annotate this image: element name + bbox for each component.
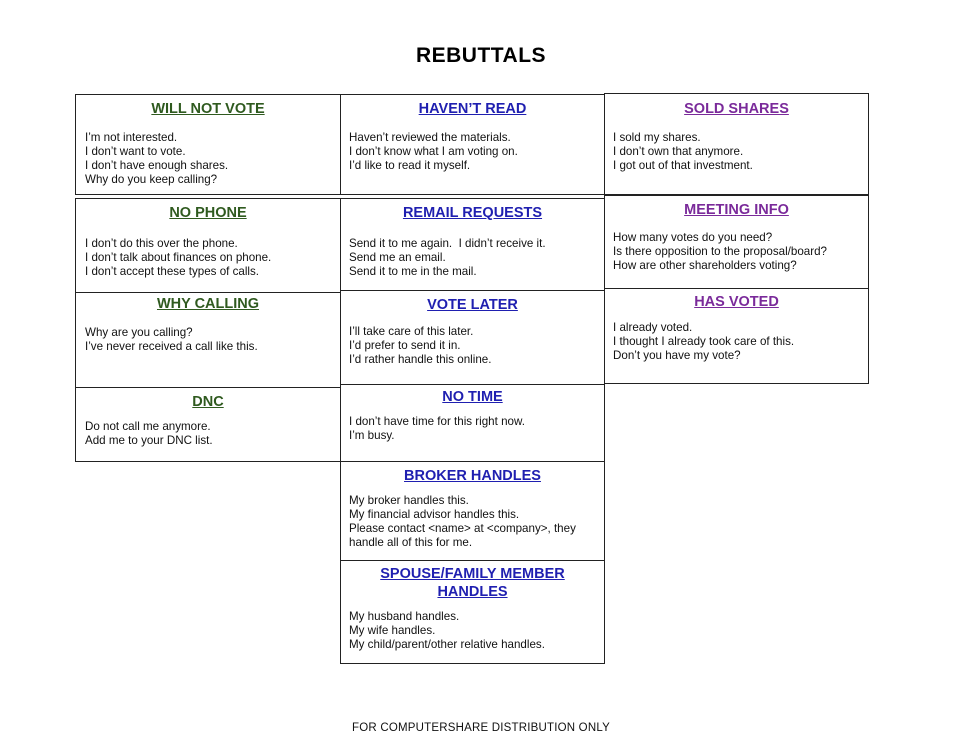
- box-line: I’ll take care of this later.: [349, 325, 474, 338]
- box-line: I’d prefer to send it in.: [349, 339, 461, 352]
- box-heading: MEETING INFO: [684, 202, 789, 218]
- box-line: I don’t want to vote.: [85, 145, 186, 158]
- box-heading: BROKER HANDLES: [404, 468, 541, 484]
- box-line: I don’t talk about finances on phone.: [85, 251, 272, 264]
- box-heading: NO TIME: [442, 389, 503, 405]
- box-line: Don’t you have my vote?: [613, 349, 741, 362]
- box-line: My broker handles this.: [349, 494, 469, 507]
- rebuttal-box-has-voted: [604, 288, 869, 384]
- box-heading: SOLD SHARES: [684, 101, 789, 117]
- box-line: I don’t have time for this right now.: [349, 415, 525, 428]
- box-heading: REMAIL REQUESTS: [402, 205, 543, 221]
- rebuttal-box-will-not-vote: [75, 94, 341, 195]
- page-title: REBUTTALS: [415, 44, 547, 67]
- box-line: Haven’t reviewed the materials.: [349, 131, 511, 144]
- box-line: I don’t own that anymore.: [613, 145, 744, 158]
- rebuttal-box-dnc: [75, 387, 341, 462]
- box-line: Is there opposition to the proposal/board?: [613, 245, 827, 258]
- box-line: Send me an email.: [349, 251, 446, 264]
- box-line: I’m busy.: [349, 429, 395, 442]
- rebuttal-box-vote-later: [340, 290, 605, 385]
- box-heading: WILL NOT VOTE: [151, 101, 265, 117]
- rebuttal-box-spouse-handles: [340, 560, 605, 664]
- box-line: I sold my shares.: [613, 131, 701, 144]
- box-heading: SPOUSE/FAMILY MEMBER: [380, 566, 565, 582]
- box-line: Send it to me again. I didn’t receive it.: [349, 237, 546, 250]
- box-line: My financial advisor handles this.: [349, 508, 520, 521]
- box-line: How many votes do you need?: [613, 231, 773, 244]
- distribution-footer: FOR COMPUTERSHARE DISTRIBUTION ONLY: [352, 722, 610, 734]
- box-line: I don’t know what I am voting on.: [349, 145, 518, 158]
- box-line: I’d like to read it myself.: [349, 159, 471, 172]
- box-line: Do not call me anymore.: [85, 420, 211, 433]
- box-line: Why are you calling?: [85, 326, 193, 339]
- box-heading: WHY CALLING: [156, 296, 260, 312]
- box-heading: VOTE LATER: [427, 297, 518, 313]
- box-line: How are other shareholders voting?: [613, 259, 797, 272]
- box-line: I already voted.: [613, 321, 693, 334]
- box-line: Send it to me in the mail.: [349, 265, 477, 278]
- rebuttal-box-no-time: [340, 384, 605, 462]
- box-line: I don’t do this over the phone.: [85, 237, 238, 250]
- rebuttal-box-havent-read: [340, 94, 605, 195]
- rebuttal-box-remail-requests: [340, 198, 605, 291]
- box-line: Add me to your DNC list.: [85, 434, 213, 447]
- box-line: I thought I already took care of this.: [613, 335, 795, 348]
- rebuttal-box-why-calling: [75, 292, 341, 388]
- box-line: Please contact <name> at <company>, they: [349, 522, 576, 535]
- box-heading: NO PHONE: [169, 205, 247, 221]
- box-line: I don’t accept these types of calls.: [85, 265, 260, 278]
- box-heading: HANDLES: [437, 584, 508, 600]
- box-line: I got out of that investment.: [613, 159, 753, 172]
- rebuttal-box-no-phone: [75, 198, 341, 293]
- box-line: My husband handles.: [349, 610, 460, 623]
- rebuttal-box-sold-shares: [604, 93, 869, 195]
- box-line: My wife handles.: [349, 624, 436, 637]
- box-line: Why do you keep calling?: [85, 173, 218, 186]
- box-line: I’m not interested.: [85, 131, 178, 144]
- box-heading: HAS VOTED: [694, 294, 779, 310]
- box-line: I’ve never received a call like this.: [85, 340, 258, 353]
- box-line: My child/parent/other relative handles.: [349, 638, 545, 651]
- box-line: handle all of this for me.: [349, 536, 473, 549]
- box-line: I don’t have enough shares.: [85, 159, 229, 172]
- box-heading: HAVEN’T READ: [418, 101, 527, 117]
- box-heading: DNC: [192, 394, 224, 410]
- rebuttal-box-meeting-info: [604, 195, 869, 294]
- box-line: I’d rather handle this online.: [349, 353, 492, 366]
- rebuttal-box-broker-handles: [340, 461, 605, 561]
